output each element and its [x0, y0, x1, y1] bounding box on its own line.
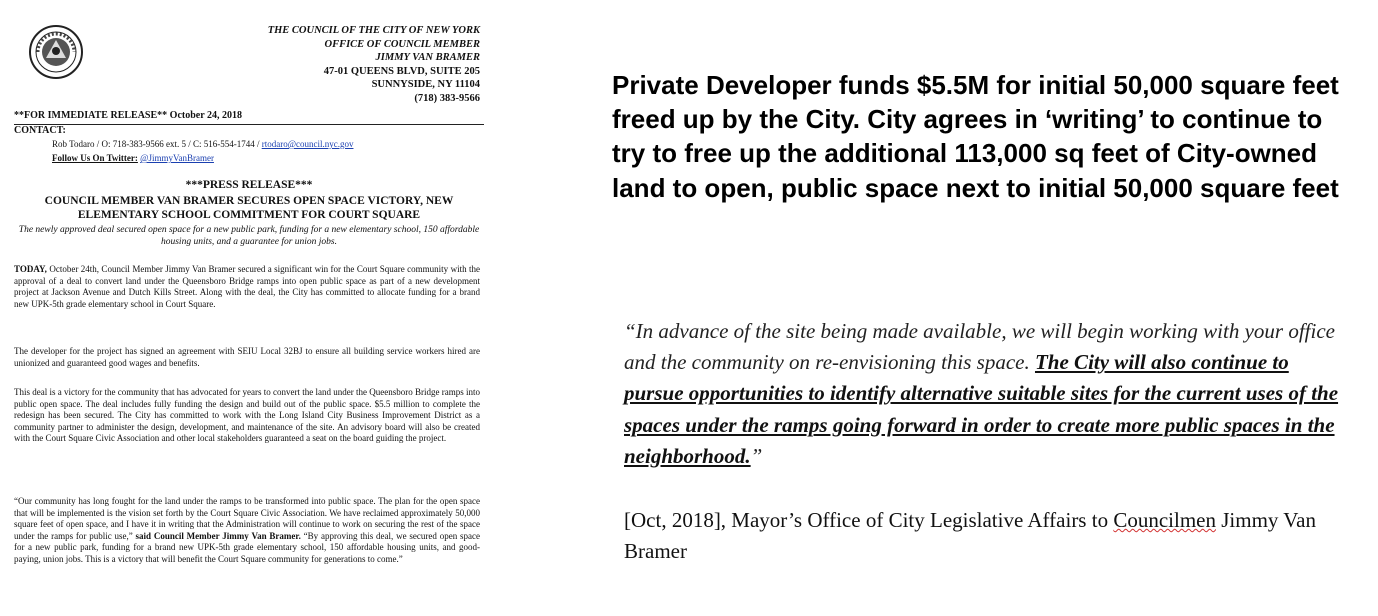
quote-text: “By approving this deal, we secured open space for a new public park, funding for a brand new UPK-5th grade elementary school, 150 affordable housing units, and good-paying, union jobs. This is a victory that will benefit the Court Square community for generations to come.”: [14, 530, 480, 564]
contact-email-link[interactable]: rtodaro@council.nyc.gov: [261, 139, 354, 149]
press-release-document: [14, 20, 484, 610]
letterhead-line: 47-01 QUEENS BLVD, SUITE 205: [323, 65, 480, 77]
paragraph-2: The developer for the project has signed an agreement with SEIU Local 32BJ to ensure all building service workers hired are unionized and guaranteed good wages and benefits.: [14, 346, 480, 368]
mayor-office-quote: [624, 316, 1344, 472]
press-headline: COUNCIL MEMBER VAN BRAMER SECURES OPEN SPACE VICTORY, NEW ELEMENTARY SCHOOL COMMITMENT FOR COURT SQUARE: [44, 195, 454, 221]
divider: [14, 124, 484, 125]
twitter-handle-link[interactable]: @JimmyVanBramer: [140, 153, 214, 163]
press-subhead: The newly approved deal secured open space for a new public park, funding for a new elementary school, 150 affordable housing units, and a guarantee for union jobs.: [18, 225, 480, 247]
attribution-text: [Oct, 2018], Mayor’s Office of City Legislative Affairs to: [624, 508, 1114, 532]
quote-close: ”: [750, 443, 763, 468]
paragraph-text: October 24th, Council Member Jimmy Van Bramer secured a significant win for the Court Square community with the approval of a deal to convert land under the Queensboro Bridge ramps into open public space as part of a new development project at Jackson Avenue and Dutch Kills Street. Along with the deal, the City has committed to allocate funding for a brand new UPK-5th grade elementary school in Court Square.: [14, 264, 480, 309]
contact-text: Rob Todaro / O: 718-383-9566 ext. 5 / C: 516-554-1744 /: [52, 139, 262, 149]
quote-lead: “In advance of the site being made available, we will begin working with your office and the community on re-envisioning this space.: [624, 319, 1335, 375]
contact-label: CONTACT:: [14, 125, 66, 136]
quote-attribution: [624, 505, 1344, 567]
paragraph-lead: TODAY,: [14, 264, 47, 274]
paragraph-4: [14, 496, 480, 565]
letterhead-line: (718) 383-9566: [414, 92, 480, 104]
contact-info: [52, 139, 353, 149]
follow-label: Follow Us On Twitter:: [52, 153, 138, 163]
city-council-seal-icon: [28, 24, 84, 80]
letterhead-line: JIMMY VAN BRAMER: [375, 52, 480, 64]
paragraph-1: [14, 264, 480, 310]
quote-emphasis: The City will also continue to pursue opportunities to identify alternative suitable sites for the current uses of the spaces under the ramps going forward in order to create more public spaces in the neighborhood.: [624, 350, 1339, 468]
letterhead-line: SUNNYSIDE, NY 11104: [371, 79, 480, 91]
letterhead-line: OFFICE OF COUNCIL MEMBER: [324, 38, 480, 50]
twitter-follow: [52, 153, 214, 163]
attribution-text: Jimmy Van Bramer: [624, 508, 1316, 564]
speaker-attribution: said Council Member Jimmy Van Bramer.: [132, 530, 301, 541]
slide-title: Private Developer funds $5.5M for initial 50,000 square feet freed up by the City. City agrees in ‘writing’ to continue to try to free up the additional 113,000 sq feet of City-owned land to open, public space next to initial 50,000 square feet: [612, 70, 1339, 203]
quote-text: “Our community has long fought for the land under the ramps to be transformed into public space. The plan for the open space that will be implemented is the vision set forth by the Court Square Civic Association. We have reclaimed approximately 50,000 square feet of open space, and I have it in writing that the Administration will continue to work on securing the rest of the space under the ramps for public use,”: [14, 496, 480, 541]
letterhead-line: THE COUNCIL OF THE CITY OF NEW YORK: [267, 25, 480, 36]
spellcheck-flagged-word: Councilmen: [1113, 508, 1216, 532]
letterhead: [268, 24, 480, 106]
press-release-heading: ***PRESS RELEASE***: [185, 179, 313, 191]
release-line: **FOR IMMEDIATE RELEASE** October 24, 2018: [14, 110, 242, 121]
paragraph-3: This deal is a victory for the community that has advocated for years to convert the land under the Queensboro Bridge ramps into public open space. The deal includes fully funding the design and build out of the public space. $5.5 million to complete the redesign has been secured. The City has committed to work with the Long Island City Business Improvement District as a community partner to administer the design, development, and maintenance of the site. An advisory board will also be created with the Court Square Civic Association and other local stakeholders guaranteed a seat on the board guiding the project.: [14, 387, 480, 443]
